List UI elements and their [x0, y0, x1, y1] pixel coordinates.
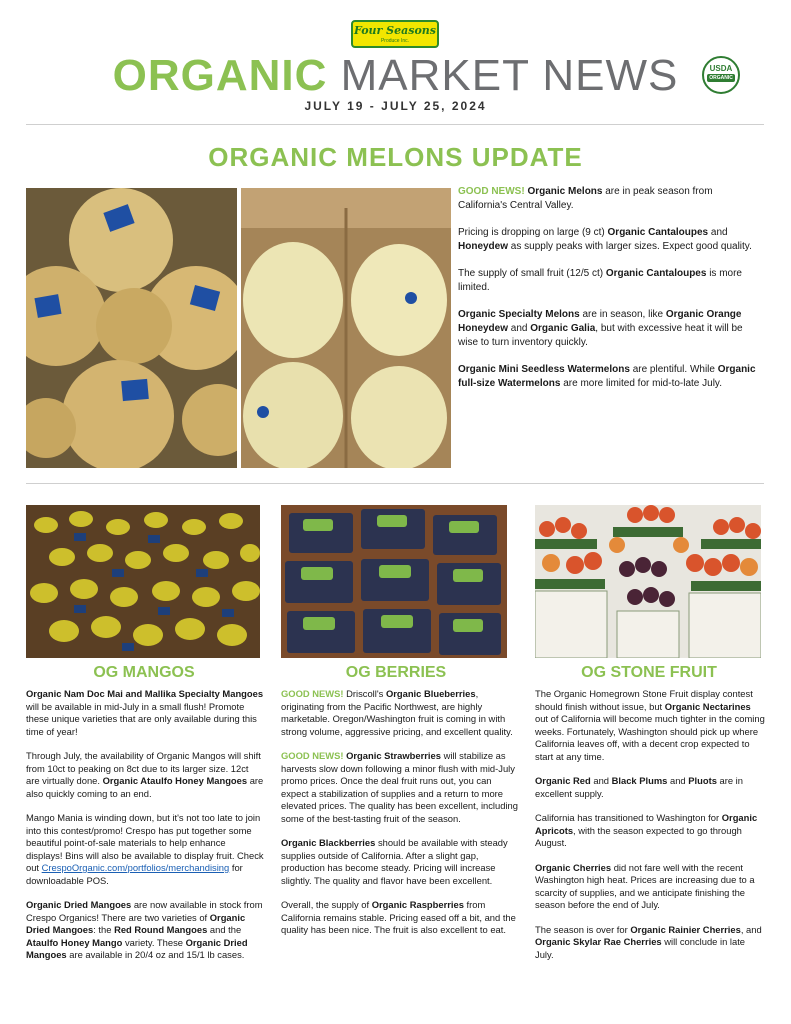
mangos-paragraph-3: Mango Mania is winding down, but it's not too late to join into this contest/promo! Crespo has put together some beautiful point-of-sale materials to help enhance displays! Bins will also be available to display fruit. Check out CrespoOrganic.com/portfolios/merchandising for downloadable POS. — [26, 812, 264, 886]
cantaloupe-photo — [26, 188, 237, 468]
berries-paragraph-3: Organic Blackberries should be available with steady supplies outside of California. After a slight gap, production has become steady. Pricing will increase slightly. The quality and flavor have been excellent. — [281, 837, 508, 886]
stone-paragraph-1: The Organic Homegrown Stone Fruit display contest should finish without issue, but Organic Nectarines out of California will become much tighter in the coming weeks. Fortunately, Washington should pick up where California leaves off, with a decent crop expected to start at any time. — [535, 688, 765, 762]
masthead-title — [0, 50, 791, 102]
melons-paragraph-4: Organic Specialty Melons are in season, like Organic Orange Honeydew and Organic Galia, but with excessive heat it will be wise to turn inventory quickly. — [458, 309, 743, 348]
berries-title: OG BERRIES — [345, 664, 447, 681]
header-divider — [26, 124, 764, 125]
berries-paragraph-4: Overall, the supply of Organic Raspberries from California remains stable. Pricing eased off a bit, and the quality has been nice. The fruit is also excellent to eat. — [281, 899, 516, 935]
usda-organic-seal — [702, 56, 740, 94]
four-seasons-logo — [351, 20, 439, 48]
melons-paragraph-2: Pricing is dropping on large (9 ct) Organic Cantaloupes and Honeydew as supply peaks with larger sizes. Expect good quality. — [458, 227, 752, 252]
melons-section-title: ORGANIC MELONS UPDATE — [208, 142, 583, 172]
stone-fruit-photo — [535, 505, 761, 658]
stone-paragraph-5: The season is over for Organic Rainier Cherries, and Organic Skylar Rae Cherries will conclude in late July. — [535, 923, 762, 960]
logo-text: Four Seasons — [354, 24, 436, 37]
usda-seal-top: USDA — [709, 64, 733, 73]
berries-photo — [281, 505, 507, 658]
issue-dates: JULY 19 - JULY 25, 2024 — [304, 99, 487, 113]
stone-paragraph-4: Organic Cherries did not fare well with the recent Washington high heat. Prices are increasing due to a scarcity of supplies, and we anticipate finishing the season before the end of July. — [535, 861, 755, 910]
melons-body — [458, 185, 764, 404]
mangos-paragraph-4: Organic Dried Mangoes are now available in stock from Crespo Organics! There are two varieties of Organic Dried Mangoes: the Red Round Mangoes and the Ataulfo Honey Mango variety. These Organic Dried Mangoes are available in 20/4 oz and 15/1 lb cases. — [26, 899, 263, 960]
usda-seal-bottom: ORGANIC — [707, 74, 735, 82]
mangos-body — [26, 688, 264, 974]
masthead-market-news: MARKET NEWS — [340, 51, 679, 100]
stone-fruit-title: OG STONE FRUIT — [581, 664, 717, 681]
stone-paragraph-3: California has transitioned to Washington for Organic Apricots, with the season expected to go through August. — [535, 812, 758, 848]
stone-paragraph-2: Organic Red and Black Plums and Pluots are in excellent supply. — [535, 775, 743, 799]
mangos-paragraph-2: Through July, the availability of Organic Mangos will shift from 10ct to peaking on 8ct due to its larger size. 12ct are virtually done. Organic Ataulfo Honey Mangoes are also quickly coming to an end. — [26, 750, 264, 799]
berries-paragraph-2: GOOD NEWS! Organic Strawberries will stabilize as harvests slow down following a minor flush with mid-July promo prices. Once the deal fruit runs out, you can expect a stabilization of supplies and a return to more elevated prices. The quality has been excellent, including some of the best-tasting fruit of the season. — [281, 750, 518, 824]
mangos-photo — [26, 505, 260, 658]
masthead-organic: ORGANIC — [112, 51, 328, 100]
mangos-title: OG MANGOS — [93, 664, 195, 681]
section-divider — [26, 483, 764, 484]
merchandising-link[interactable]: CrespoOrganic.com/portfolios/merchandising — [41, 862, 230, 873]
berries-paragraph-1: GOOD NEWS! Driscoll's Organic Blueberries, originating from the Pacific Northwest, are highly marketable. Oregon/Washington fruit is coming in with strong volume, aggressive pricing, and excellent quality. — [281, 688, 513, 737]
melons-paragraph-1: GOOD NEWS! Organic Melons are in peak season from California's Central Valley. — [458, 186, 713, 211]
mangos-paragraph-1: Organic Nam Doc Mai and Mallika Specialty Mangoes will be available in mid-July in a small flush! Promote these unique varieties that are only available during this time of year! — [26, 688, 264, 737]
logo-subtext: Produce Inc. — [380, 38, 410, 44]
melons-paragraph-5: Organic Mini Seedless Watermelons are plentiful. While Organic full-size Watermelons are more limited for mid-to-late July. — [458, 364, 756, 389]
berries-body — [281, 688, 519, 949]
stone-fruit-body — [535, 688, 765, 973]
melons-paragraph-3: The supply of small fruit (12/5 ct) Organic Cantaloupes is more limited. — [458, 268, 742, 293]
honeydew-box-photo — [241, 188, 451, 468]
